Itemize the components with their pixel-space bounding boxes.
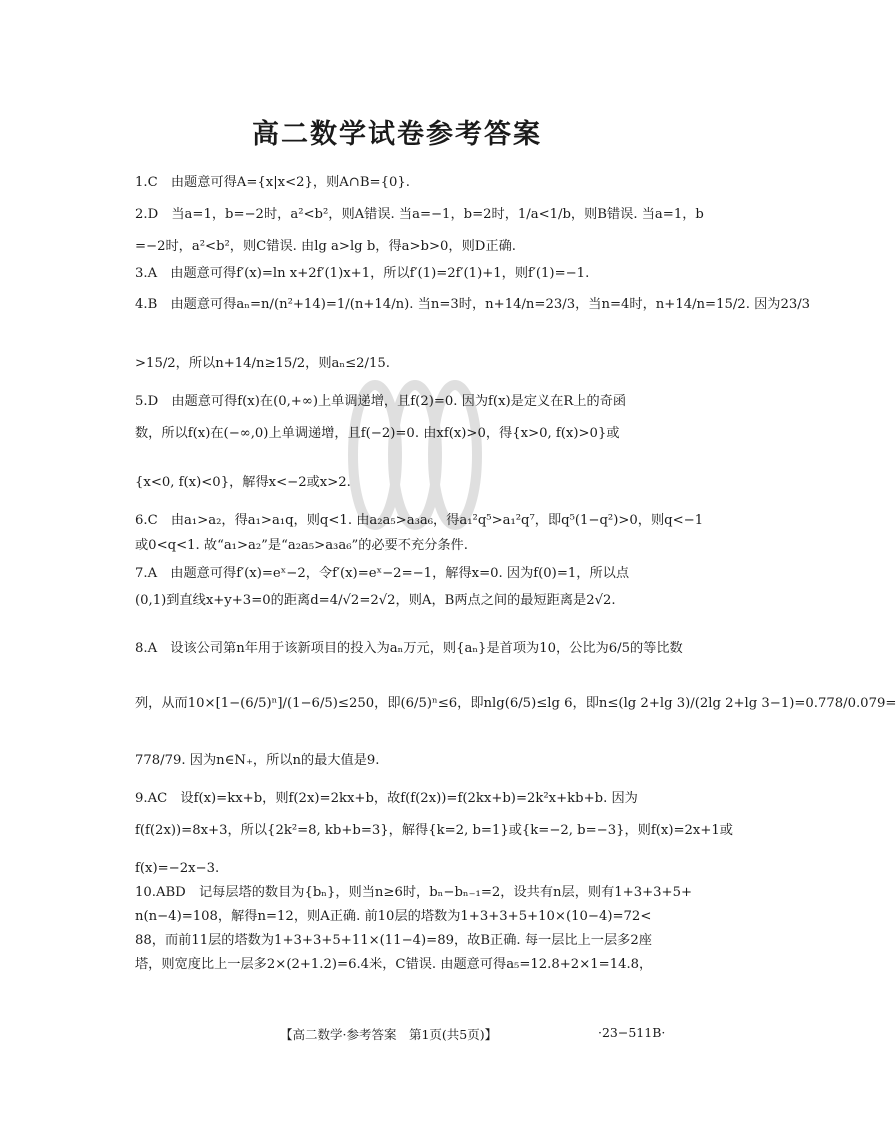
answer-line: 10.ABD 记每层塔的数目为{bₙ}，则当n≥6时，bₙ−bₙ₋₁=2，设共有n层，则有1+3+3+5+ [135, 885, 693, 900]
answer-line: f(f(2x))=8x+3，所以{2k²=8, kb+b=3}，解得{k=2, b=1}或{k=−2, b=−3}，则f(x)=2x+1或 [135, 823, 733, 838]
answer-line: 1.C 由题意可得A={x|x<2}，则A∩B={0}. [135, 175, 410, 190]
page-title: 高二数学试卷参考答案 [252, 119, 542, 150]
answer-line: 6.C 由a₁>a₂，得a₁>a₁q，则q<1. 由a₂a₅>a₃a₆，得a₁²q⁵>a₁²q⁷，即q⁵(1−q²)>0，则q<−1 [135, 513, 704, 528]
answer-line: 2.D 当a=1，b=−2时，a²<b²，则A错误. 当a=−1，b=2时，1/a<1/b，则B错误. 当a=1，b [135, 207, 704, 222]
answer-line: 4.B 由题意可得aₙ=n/(n²+14)=1/(n+14/n). 当n=3时，n+14/n=23/3，当n=4时，n+14/n=15/2. 因为23/3 [135, 297, 811, 312]
answer-line: (0,1)到直线x+y+3=0的距离d=4/√2=2√2，则A，B两点之间的最短距离是2√2. [135, 593, 616, 608]
answer-line: f(x)=−2x−3. [135, 861, 220, 876]
answer-line: 数，所以f(x)在(−∞,0)上单调递增，且f(−2)=0. 由xf(x)>0，得{x>0, f(x)>0}或 [135, 426, 620, 441]
answer-line: >15/2，所以n+14/n≥15/2，则aₙ≤2/15. [135, 356, 390, 371]
answer-line: 7.A 由题意可得f′(x)=eˣ−2，令f′(x)=eˣ−2=−1，解得x=0. 因为f(0)=1，所以点 [135, 566, 630, 581]
answer-line: 778/79. 因为n∈N₊，所以n的最大值是9. [135, 753, 380, 768]
answer-line: n(n−4)=108，解得n=12，则A正确. 前10层的塔数为1+3+3+5+10×(10−4)=72< [135, 909, 652, 924]
answer-line: 9.AC 设f(x)=kx+b，则f(2x)=2kx+b，故f(f(2x))=f(2kx+b)=2k²x+kb+b. 因为 [135, 791, 638, 806]
footer-code: ·23−511B· [598, 1025, 666, 1040]
answer-line: 塔，则宽度比上一层多2×(2+1.2)=6.4米，C错误. 由题意可得a₅=12.8+2×1=14.8， [135, 957, 653, 972]
footer-page-info: 【高二数学·参考答案 第1页(共5页)】 [280, 1027, 498, 1042]
answer-line: =−2时，a²<b²，则C错误. 由lg a>lg b，得a>b>0，则D正确. [135, 239, 516, 254]
answer-line: 88，而前11层的塔数为1+3+3+5+11×(11−4)=89，故B正确. 每一层比上一层多2座 [135, 933, 652, 948]
answer-line: 或0<q<1. 故“a₁>a₂”是“a₂a₅>a₃a₆”的必要不充分条件. [135, 538, 468, 553]
answer-line: {x<0, f(x)<0}，解得x<−2或x>2. [135, 475, 351, 490]
answer-line: 8.A 设该公司第n年用于该新项目的投入为aₙ万元，则{aₙ}是首项为10，公比为6/5的等比数 [135, 641, 683, 656]
answer-line: 列，从而10×[1−(6/5)ⁿ]/(1−6/5)≤250，即(6/5)ⁿ≤6，即nlg(6/5)≤lg 6，即n≤(lg 2+lg 3)/(2lg 2+lg 3−1)=0.778/0.079= [135, 696, 896, 711]
answer-line: 5.D 由题意可得f(x)在(0,+∞)上单调递增，且f(2)=0. 因为f(x)是定义在R上的奇函 [135, 394, 627, 409]
answer-line: 3.A 由题意可得f′(x)=ln x+2f′(1)x+1，所以f′(1)=2f′(1)+1，则f′(1)=−1. [135, 266, 590, 281]
